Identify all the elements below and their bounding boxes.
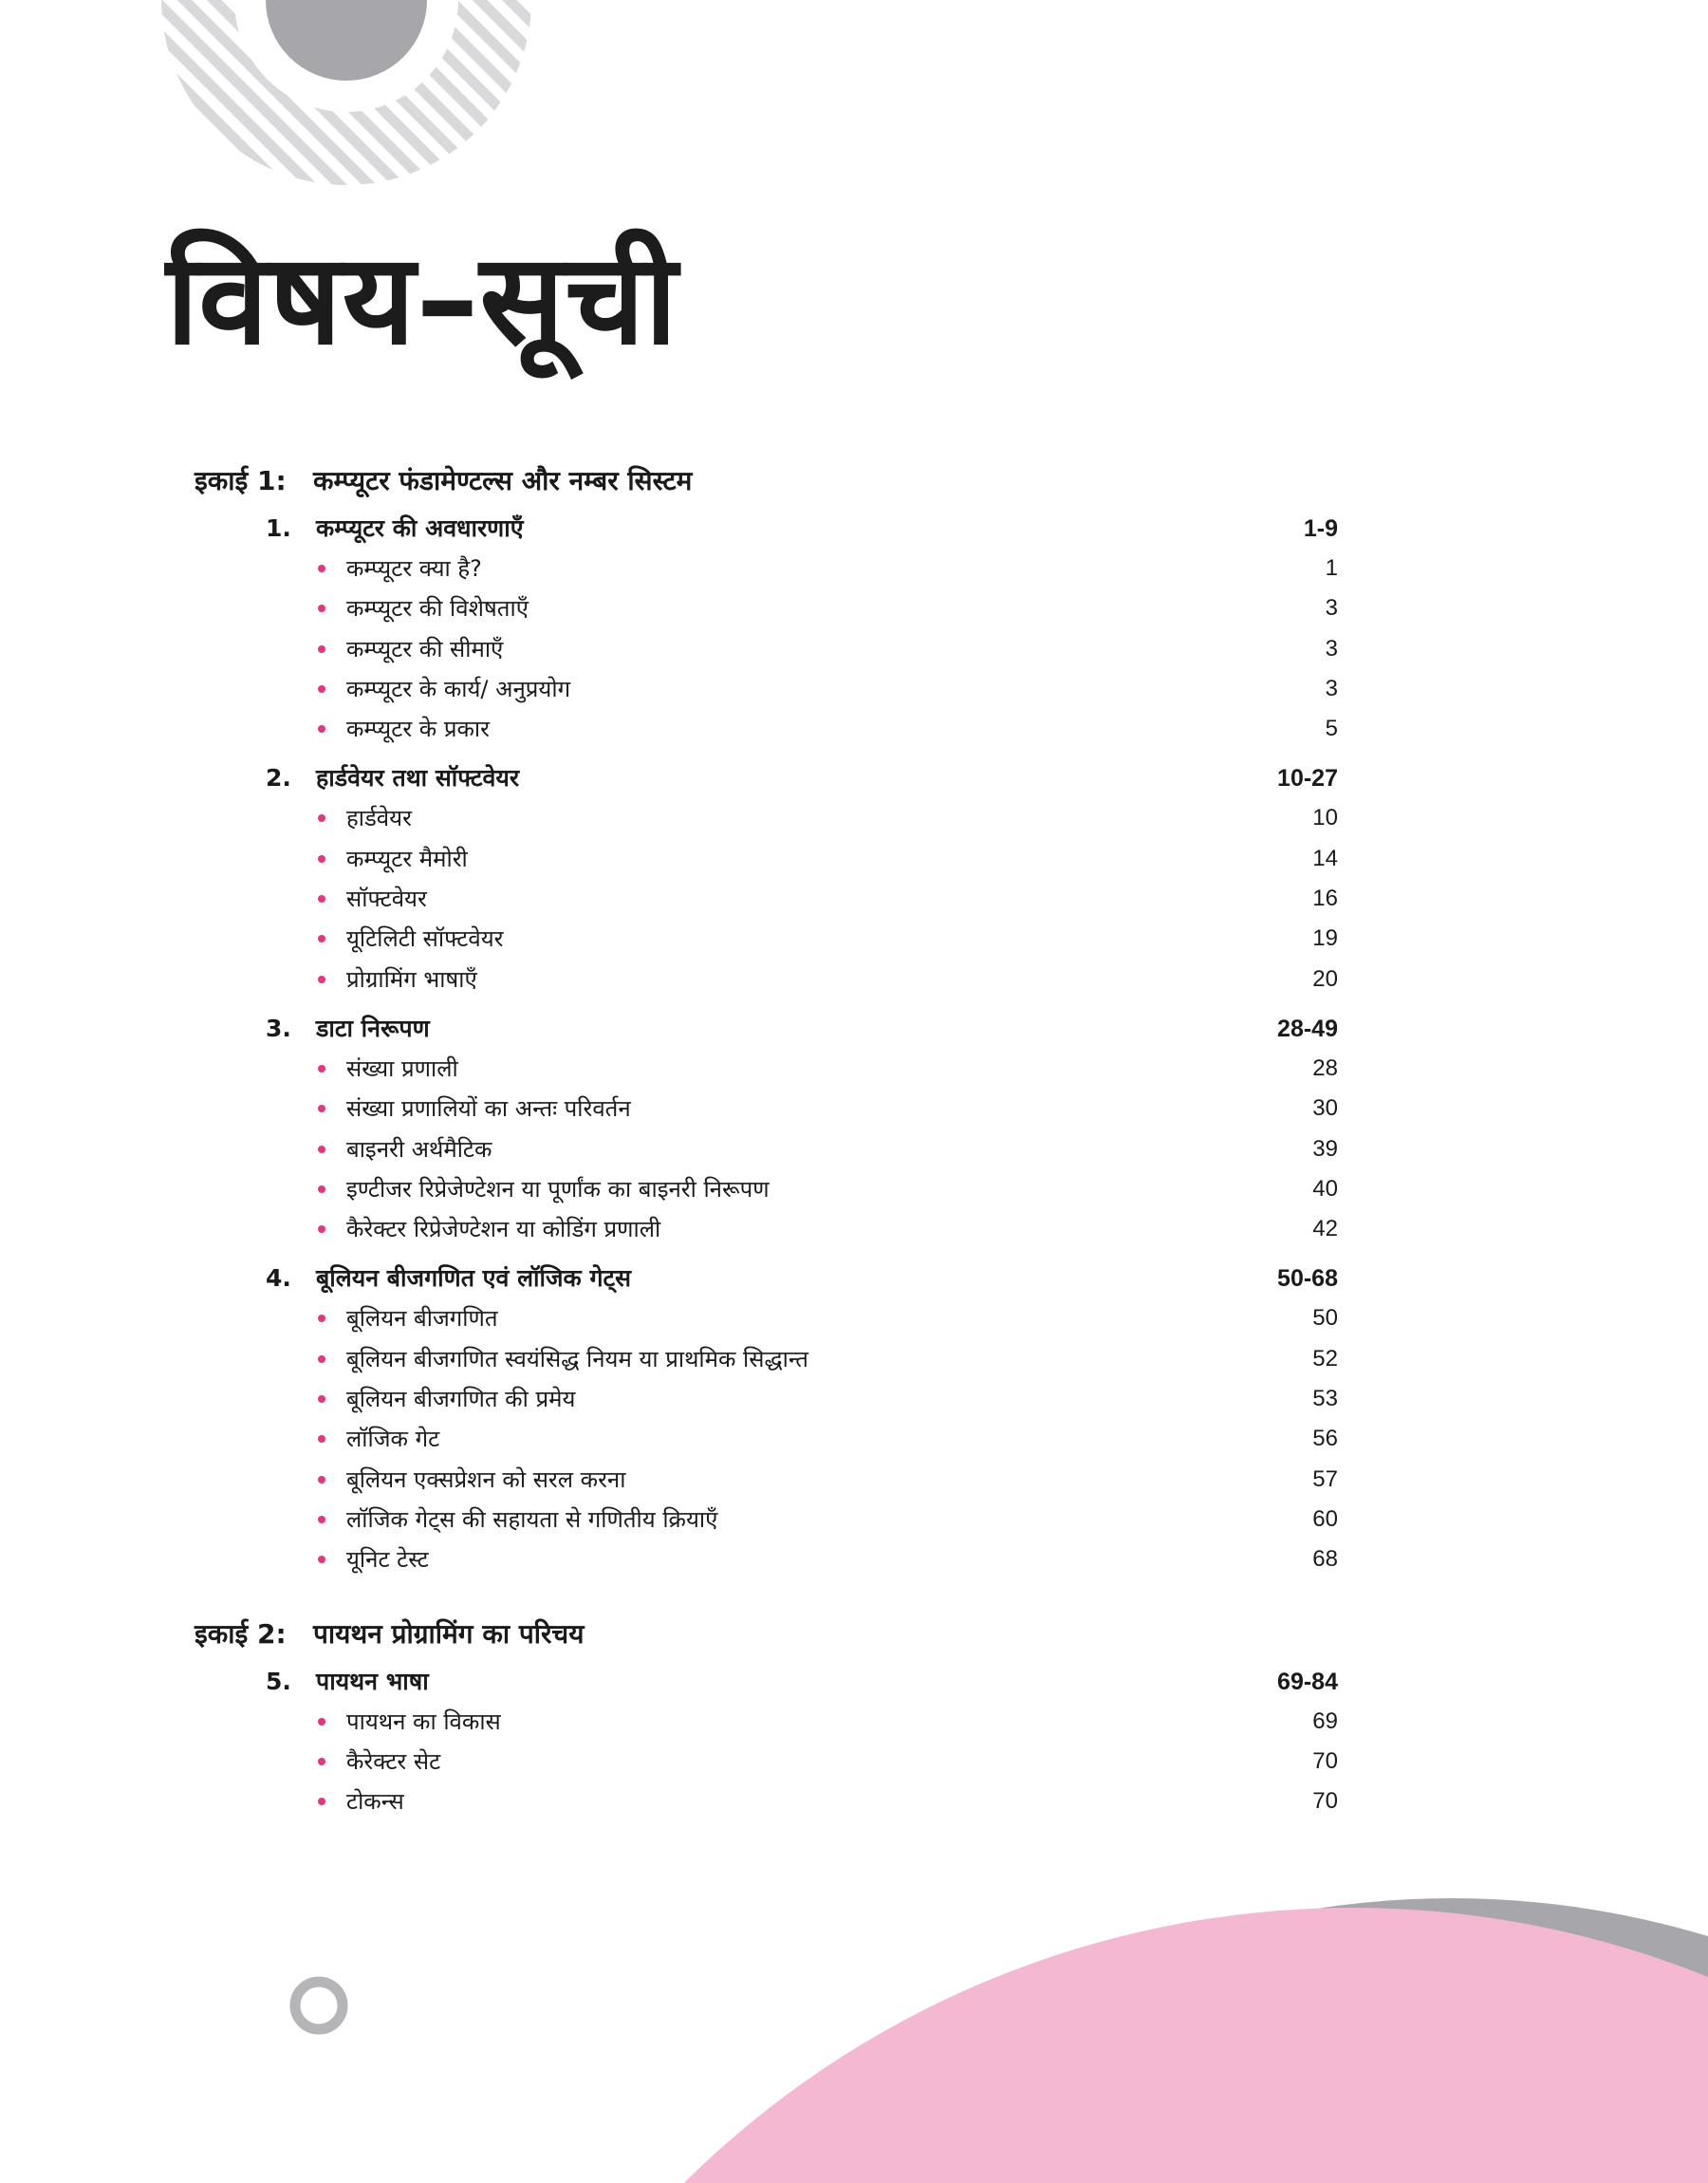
topic-row[interactable] [195, 1298, 1338, 1338]
topic-title: प्रोग्रामिंग भाषाएँ [346, 965, 477, 993]
chapter-number: 2. [266, 764, 291, 793]
bullet-icon [318, 1395, 325, 1403]
topic-title: कम्प्यूटर क्या है? [346, 555, 482, 582]
topic-title: बूलियन बीजगणित की प्रमेय [346, 1386, 576, 1413]
top-striped-ring-decoration [161, 0, 531, 185]
bullet-icon [318, 1798, 325, 1805]
topic-title: कम्प्यूटर मैमोरी [346, 845, 468, 872]
bullet-icon [318, 1758, 325, 1765]
bullet-icon [318, 1718, 325, 1726]
bullet-icon [318, 1315, 325, 1322]
table-of-contents [195, 454, 1338, 1821]
topic-row[interactable] [195, 1209, 1338, 1249]
bullet-icon [318, 1476, 325, 1483]
topic-page-number: 30 [1312, 1095, 1338, 1122]
pink-circle-decoration [403, 1908, 1708, 2183]
page-title: विषय–सूची [166, 227, 678, 373]
topic-title: कम्प्यूटर के प्रकार [346, 716, 490, 743]
topic-row[interactable] [195, 798, 1338, 838]
chapter-row[interactable] [195, 1662, 1338, 1702]
bullet-icon [318, 605, 325, 612]
chapter-page-range: 28-49 [1277, 1015, 1338, 1042]
topic-title: यूनिट टेस्ट [346, 1546, 429, 1574]
topic-title: बूलियन बीजगणित स्वयंसिद्ध नियम या प्राथमिक सिद्धान्त [346, 1345, 808, 1372]
topic-title: सॉफ्टवेयर [346, 886, 427, 913]
topic-title: यूटिलिटी सॉफ्टवेयर [346, 925, 504, 953]
topic-page-number: 50 [1312, 1305, 1338, 1332]
topic-title: संख्या प्रणाली [346, 1054, 458, 1082]
topic-page-number: 16 [1312, 886, 1338, 912]
bullet-icon [318, 895, 325, 903]
bullet-icon [318, 935, 325, 942]
bullet-icon [318, 976, 325, 983]
chapter-number: 5. [266, 1667, 291, 1695]
topic-row[interactable] [195, 1460, 1338, 1500]
topic-row[interactable] [195, 919, 1338, 959]
topic-title: बूलियन एक्सप्रेशन को सरल करना [346, 1465, 626, 1493]
chapter-row[interactable] [195, 1259, 1338, 1298]
topic-page-number: 1 [1325, 555, 1338, 581]
topic-page-number: 69 [1312, 1707, 1338, 1734]
unit-label: इकाई 1: [195, 465, 287, 496]
topic-page-number: 70 [1312, 1788, 1338, 1815]
bullet-icon [318, 814, 325, 822]
topic-title: कम्प्यूटर के कार्य/ अनुप्रयोग [346, 675, 571, 702]
unit-title: पायथन प्रोग्रामिंग का परिचय [313, 1617, 585, 1650]
topic-title: लॉजिक गेट [346, 1426, 440, 1453]
bullet-icon [318, 1355, 325, 1363]
chapter-title: हार्डवेयर तथा सॉफ्टवेयर [316, 764, 520, 793]
topic-title: लॉजिक गेट्स की सहायता से गणितीय क्रियाएँ [346, 1505, 718, 1533]
topic-page-number: 3 [1325, 675, 1338, 701]
bullet-icon [318, 685, 325, 693]
topic-title: इण्टीजर रिप्रेजेण्टेशन या पूर्णांक का बाइनरी निरूपण [346, 1175, 770, 1203]
topic-row[interactable] [195, 1500, 1338, 1539]
topic-page-number: 60 [1312, 1505, 1338, 1532]
chapter-number: 3. [266, 1014, 291, 1042]
topic-title: संख्या प्रणालियों का अन्तः परिवर्तन [346, 1095, 631, 1123]
topic-page-number: 56 [1312, 1426, 1338, 1452]
topic-page-number: 14 [1312, 845, 1338, 871]
chapter-page-range: 69-84 [1277, 1668, 1338, 1695]
topic-row[interactable] [195, 839, 1338, 879]
bullet-icon [318, 1185, 325, 1193]
topic-page-number: 5 [1325, 716, 1338, 742]
topic-page-number: 28 [1312, 1054, 1338, 1081]
chapter-page-range: 50-68 [1277, 1265, 1338, 1293]
bullet-icon [318, 645, 325, 653]
bullet-icon [318, 1146, 325, 1153]
topic-row[interactable] [195, 709, 1338, 749]
topic-row[interactable] [195, 1702, 1338, 1742]
topic-row[interactable] [195, 879, 1338, 919]
topic-row[interactable] [195, 1379, 1338, 1419]
chapter-title: पायथन भाषा [316, 1667, 429, 1695]
bullet-icon [318, 1556, 325, 1563]
chapter-row[interactable] [195, 1009, 1338, 1049]
chapter-title: बूलियन बीजगणित एवं लॉजिक गेट्स [316, 1264, 632, 1293]
topic-title: बूलियन बीजगणित [346, 1305, 498, 1333]
topic-page-number: 70 [1312, 1747, 1338, 1774]
bullet-icon [318, 1105, 325, 1112]
topic-row[interactable] [195, 1169, 1338, 1209]
topic-title: कम्प्यूटर की विशेषताएँ [346, 595, 529, 623]
topic-title: कैरेक्टर सेट [346, 1747, 441, 1775]
topic-page-number: 10 [1312, 805, 1338, 831]
bullet-icon [318, 1225, 325, 1233]
unit-title: कम्प्यूटर फंडामेण्टल्स और नम्बर सिस्टम [313, 465, 693, 496]
chapter-title: कम्प्यूटर की अवधारणाएँ [316, 514, 524, 542]
topic-title: कम्प्यूटर की सीमाएँ [346, 635, 504, 662]
topic-page-number: 52 [1312, 1345, 1338, 1371]
topic-page-number: 3 [1325, 635, 1338, 662]
bullet-icon [318, 855, 325, 863]
topic-row[interactable] [195, 1782, 1338, 1821]
topic-row[interactable] [195, 629, 1338, 669]
topic-title: बाइनरी अर्थमैटिक [346, 1135, 492, 1163]
chapter-title: डाटा निरूपण [316, 1014, 430, 1042]
topic-row[interactable] [195, 1049, 1338, 1089]
chapter-row[interactable] [195, 509, 1338, 549]
topic-row[interactable] [195, 669, 1338, 709]
topic-row[interactable] [195, 1339, 1338, 1379]
chapter-number: 4. [266, 1264, 291, 1293]
chapter-number: 1. [266, 514, 291, 542]
topic-page-number: 39 [1312, 1135, 1338, 1162]
topic-page-number: 42 [1312, 1216, 1338, 1242]
topic-title: कैरेक्टर रिप्रेजेण्टेशन या कोडिंग प्रणाली [346, 1216, 661, 1243]
topic-title: पायथन का विकास [346, 1707, 501, 1735]
bullet-icon [318, 565, 325, 572]
topic-row[interactable] [195, 960, 1338, 999]
small-ring-decoration [295, 1982, 343, 2029]
unit-label: इकाई 2: [195, 1617, 287, 1650]
topic-row[interactable] [195, 588, 1338, 628]
unit-heading [195, 454, 1338, 509]
topic-row[interactable] [195, 1539, 1338, 1579]
chapter-page-range: 1-9 [1303, 515, 1338, 542]
topic-page-number: 53 [1312, 1386, 1338, 1412]
bullet-icon [318, 1435, 325, 1443]
topic-row[interactable] [195, 1089, 1338, 1129]
chapter-row[interactable] [195, 758, 1338, 798]
topic-title: हार्डवेयर [346, 805, 412, 832]
topic-page-number: 20 [1312, 965, 1338, 992]
unit-heading [195, 1607, 1338, 1662]
topic-page-number: 57 [1312, 1465, 1338, 1492]
bullet-icon [318, 725, 325, 733]
topic-title: टोकन्स [346, 1788, 404, 1816]
topic-page-number: 3 [1325, 595, 1338, 622]
bullet-icon [318, 1065, 325, 1073]
topic-row[interactable] [195, 1129, 1338, 1169]
topic-row[interactable] [195, 1742, 1338, 1782]
topic-page-number: 19 [1312, 925, 1338, 952]
topic-row[interactable] [195, 549, 1338, 588]
topic-page-number: 40 [1312, 1175, 1338, 1202]
topic-page-number: 68 [1312, 1546, 1338, 1573]
bullet-icon [318, 1516, 325, 1523]
topic-row[interactable] [195, 1419, 1338, 1459]
chapter-page-range: 10-27 [1277, 765, 1338, 793]
